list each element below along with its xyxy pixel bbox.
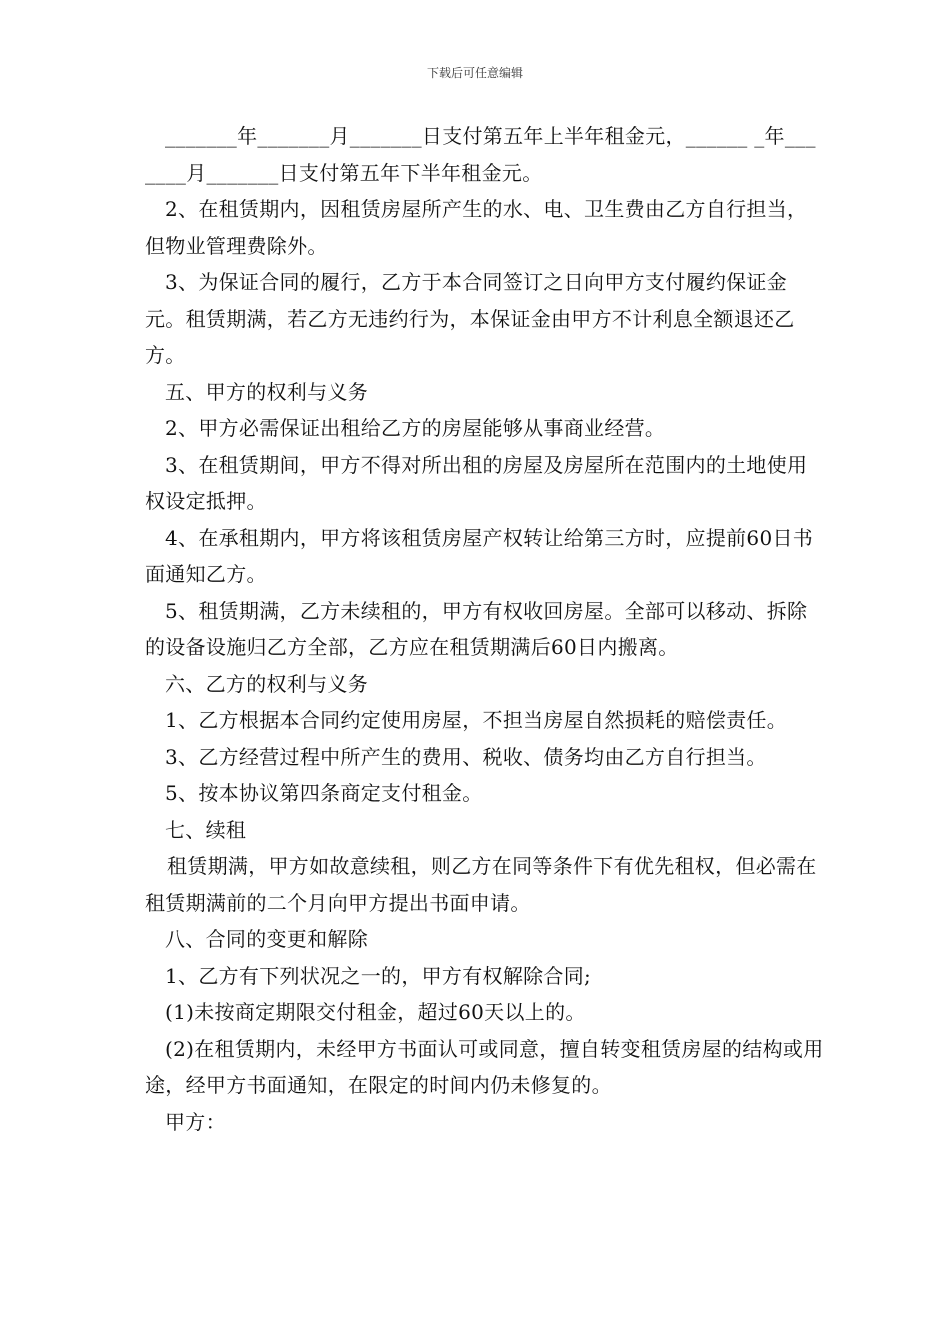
paragraph-a-4: 4、在承租期内，甲方将该租赁房屋产权转让给第三方时，应提前60日书面通知乙方。 <box>145 525 814 586</box>
paragraph-b-1: 1、乙方根据本合同约定使用房屋，不担当房屋自然损耗的赔偿责任。 <box>165 708 788 732</box>
paragraph-b-3: 3、乙方经营过程中所产生的费用、税收、债务均由乙方自行担当。 <box>165 744 767 769</box>
paragraph-a-2: 2、甲方必需保证出租给乙方的房屋能够从事商业经营。 <box>165 416 666 440</box>
paragraph-rent-schedule: _______年_______月_______日支付第五年上半年租金元，______ _年_______月_______日支付第五年下半年租金元。 <box>145 124 816 185</box>
paragraph-b-5: 5、按本协议第四条商定支付租金。 <box>165 781 483 805</box>
document-body <box>145 118 825 1140</box>
paragraph-deposit: 3、为保证合同的履行，乙方于本合同签订之日向甲方支付履约保证金元。租赁期满，若乙方无违约行为，本保证金由甲方不计利息全额退还乙方。 <box>145 270 795 367</box>
paragraph-termination-1-2: (2)在租赁期内，未经甲方书面认可或同意，擅自转变租赁房屋的结构或用途，经甲方书面通知，在限定的时间内仍未修复的。 <box>145 1036 824 1097</box>
section-heading-party-a: 五、甲方的权利与义务 <box>165 379 368 404</box>
paragraph-utilities: 2、在租赁期内，因租赁房屋所产生的水、电、卫生费由乙方自行担当，但物业管理费除外。 <box>145 197 808 258</box>
signature-party-a-label: 甲方： <box>165 1109 226 1134</box>
section-heading-party-b: 六、乙方的权利与义务 <box>165 671 368 696</box>
section-heading-renewal: 七、续租 <box>165 817 247 842</box>
paragraph-termination-1: 1、乙方有下列状况之一的，甲方有权解除合同; <box>165 963 592 988</box>
paragraph-termination-1-1: (1)未按商定期限交付租金，超过60天以上的。 <box>165 1000 586 1024</box>
section-heading-termination: 八、合同的变更和解除 <box>165 927 368 951</box>
paragraph-renewal: 租赁期满，甲方如故意续租，则乙方在同等条件下有优先租权，但必需在租赁期满前的二个月向甲方提出书面申请。 <box>145 854 817 915</box>
page-header: 下载后可任意编辑 <box>426 66 523 80</box>
paragraph-a-3: 3、在租赁期间，甲方不得对所出租的房屋及房屋所在范围内的土地使用权设定抵押。 <box>145 452 808 513</box>
paragraph-a-5: 5、租赁期满，乙方未续租的，甲方有权收回房屋。全部可以移动、拆除的设备设施归乙方全部，乙方应在租赁期满后60日内搬离。 <box>145 598 808 659</box>
